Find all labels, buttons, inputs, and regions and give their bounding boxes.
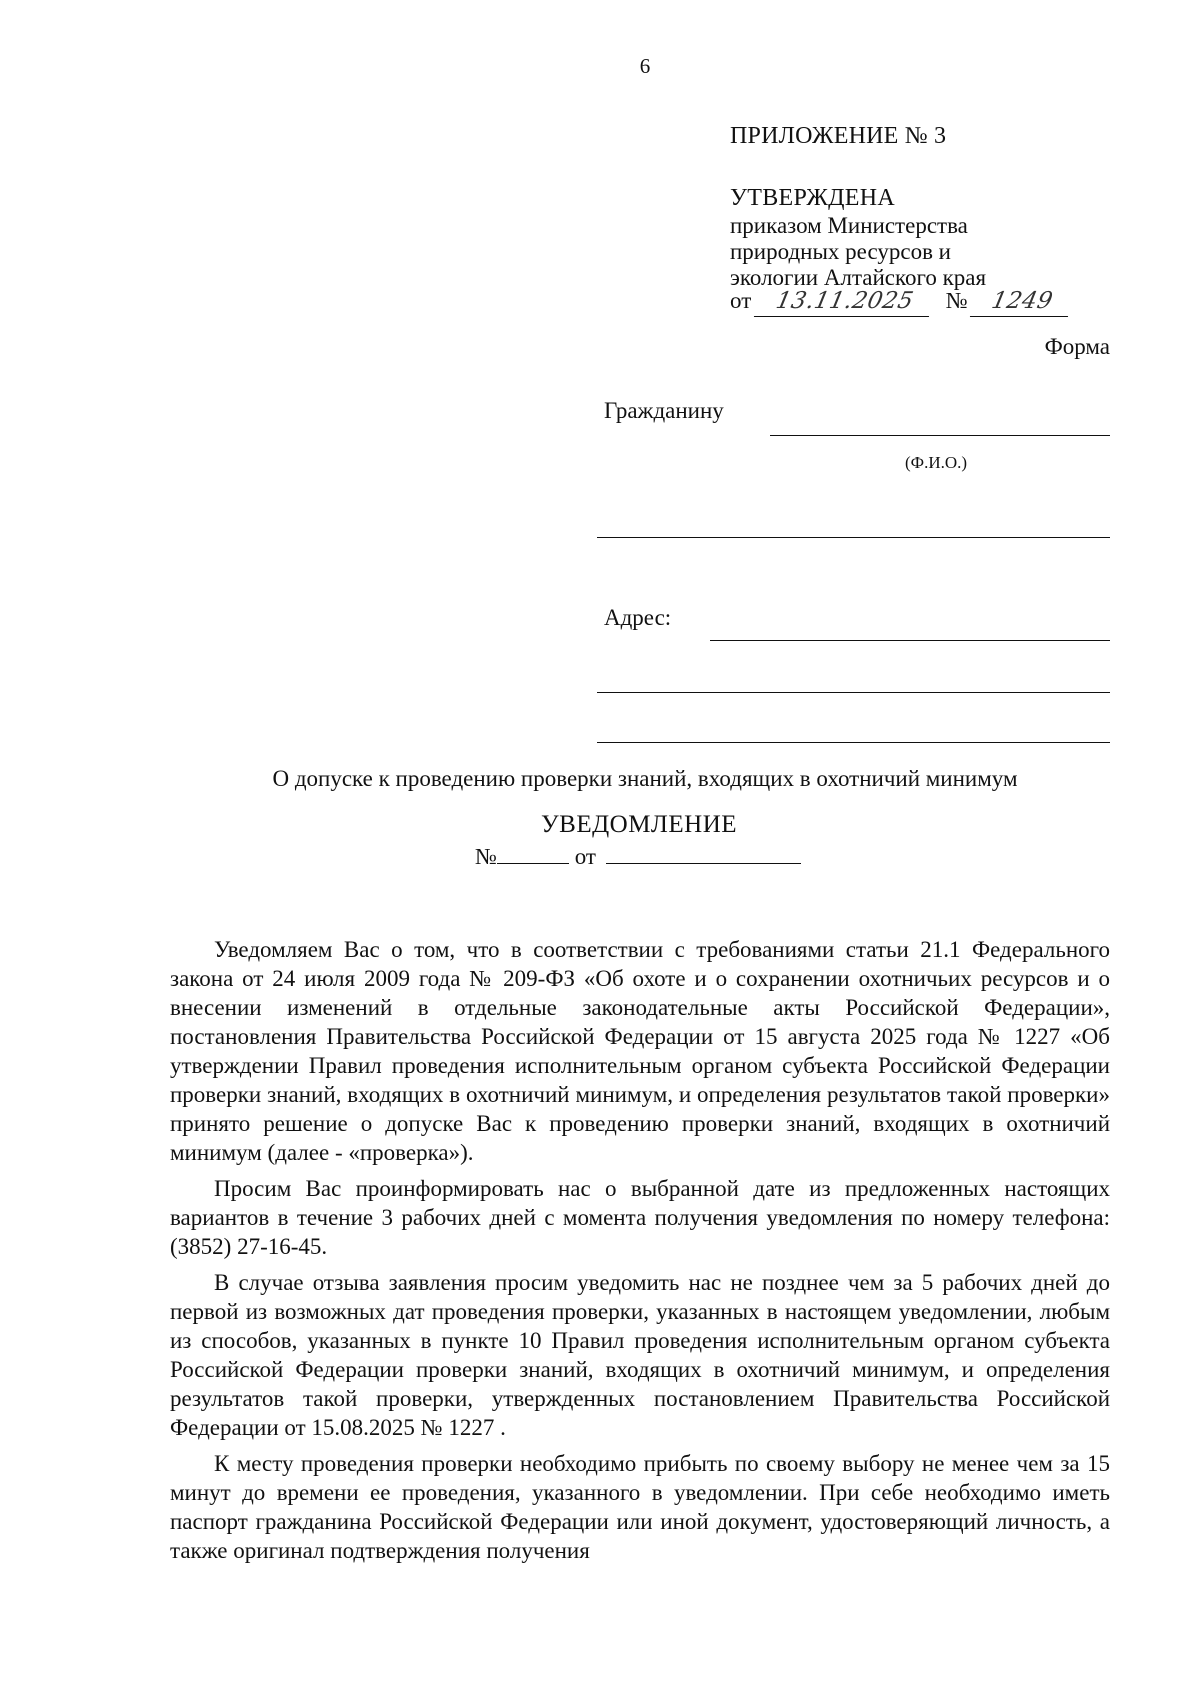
- from-label: от: [730, 288, 752, 313]
- page-number: 6: [639, 54, 651, 78]
- handwritten-number: 1249: [970, 288, 1074, 317]
- number-label: №: [945, 288, 968, 313]
- notice-number-row: [475, 843, 801, 871]
- body-paragraph: Уведомляем Вас о том, что в соответствии с требованиями статьи 21.1 Федерального закона от 24 июля 2009 года № 209-ФЗ «Об охоте и о сохранении охотничьих ресурсов и о внесении изменений в отдельные законодательные акты Российской Федерации», постановления Правительства Российской Федерации от 15 августа 2025 года № 1227 «Об утверждении Правил проведения исполнительным органом субъекта Российской Федерации проверки знаний, входящих в охотничий минимум, и определения результатов такой проверки» принято решение о допуске Вас к проведению проверки знаний, входящих в охотничий минимум (далее - «проверка»).: [170, 937, 1110, 1165]
- address-line-1[interactable]: [710, 640, 1110, 641]
- approval-date-row: [730, 287, 1071, 317]
- appendix-heading: ПРИЛОЖЕНИЕ № 3: [730, 123, 947, 149]
- handwritten-date: 13.11.2025: [754, 288, 935, 317]
- address-label: Адрес:: [604, 605, 672, 630]
- body-paragraph: В случае отзыва заявления просим уведомить нас не позднее чем за 5 рабочих дней до первой из возможных дат проведения проверки, указанных в настоящем уведомлении, любым из способов, указанных в пункте 10 Правил проведения исполнительным органом субъекта Российской Федерации проверки знаний, входящих в охотничий минимум, и определения результатов такой проверки, утвержденных постановлением Правительства Российской Федерации от 15.08.2025 № 1227 .: [170, 1270, 1110, 1440]
- notice-number-label: №: [475, 844, 497, 869]
- notice-title: УВЕДОМЛЕНИЕ: [540, 811, 738, 838]
- body-paragraph: Просим Вас проинформировать нас о выбранной дате из предложенных настоящих вариантов в течение 3 рабочих дней с момента получения уведомления по номеру телефона: (3852) 27-16-45.: [170, 1176, 1110, 1259]
- fio-caption: (Ф.И.О.): [905, 453, 968, 472]
- address-line-3[interactable]: [597, 742, 1110, 743]
- subject-line: О допуске к проведению проверки знаний, входящих в охотничий минимум: [272, 766, 1018, 791]
- approved-title: УТВЕРЖДЕНА: [730, 185, 896, 211]
- citizen-name-line[interactable]: [770, 435, 1110, 436]
- citizen-name-line-2[interactable]: [597, 537, 1110, 538]
- approval-line: природных ресурсов и: [730, 239, 951, 264]
- approval-line: приказом Министерства: [730, 213, 968, 238]
- notice-from-label: от: [574, 844, 596, 869]
- notice-body: [170, 935, 1110, 1572]
- citizen-label: Гражданину: [604, 398, 724, 423]
- approval-authority: [730, 213, 986, 291]
- form-label: Форма: [1044, 334, 1110, 359]
- notice-number-field[interactable]: [497, 843, 569, 864]
- address-line-2[interactable]: [597, 692, 1110, 693]
- notice-date-field[interactable]: [606, 843, 801, 864]
- approval-line: экологии Алтайского края: [730, 265, 987, 290]
- body-paragraph: К месту проведения проверки необходимо прибыть по своему выбору не менее чем за 15 минут до времени ее проведения, указанного в уведомлении. При себе необходимо иметь паспорт гражданина Российской Федерации или иной документ, удостоверяющий личность, а также оригинал подтверждения получения: [170, 1451, 1110, 1563]
